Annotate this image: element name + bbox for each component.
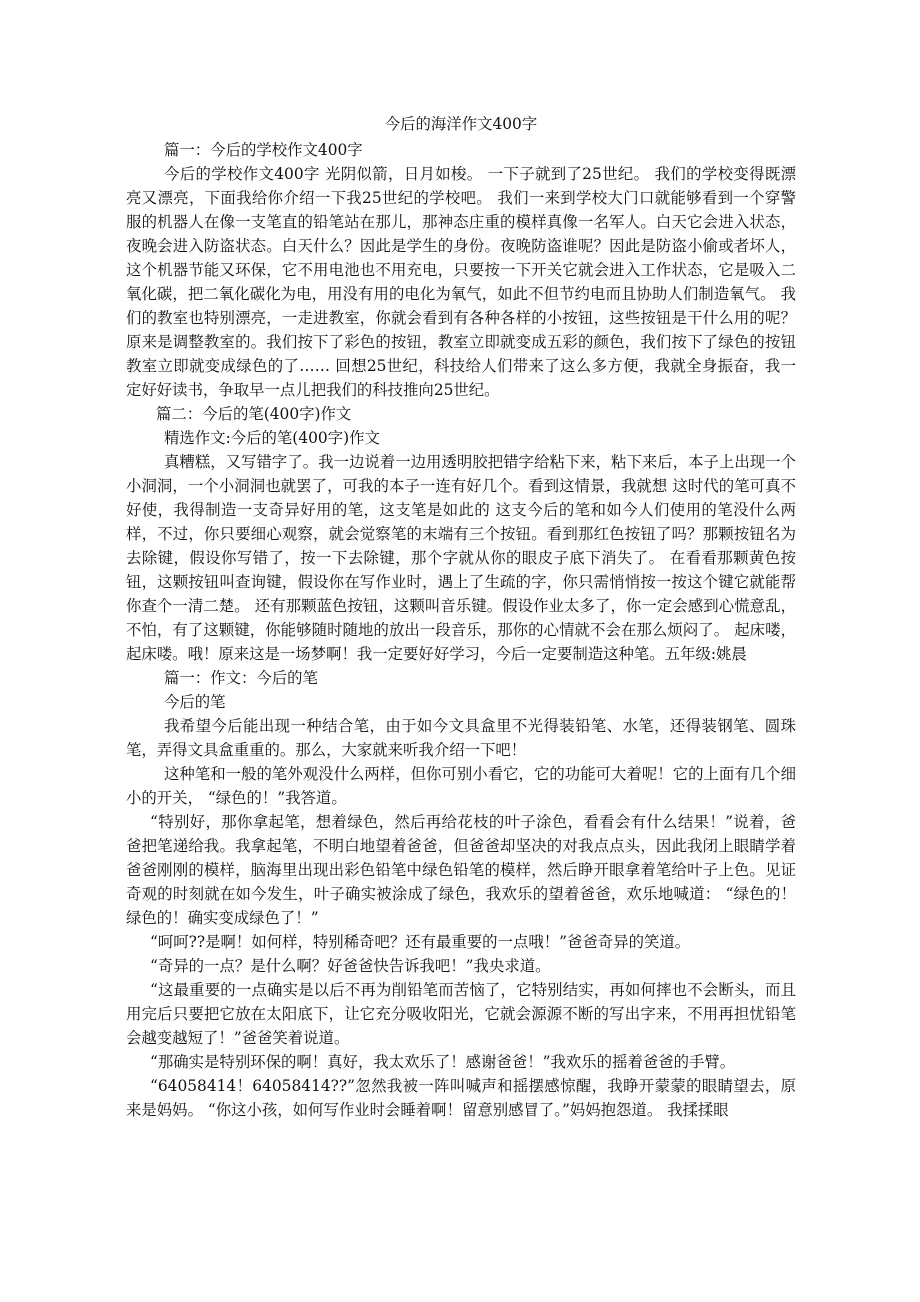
- section-subheading: 精选作文:今后的笔(400字)作文: [164, 429, 380, 447]
- paragraph: “这最重要的一点确实是以后不再为削铅笔而苦恼了，它特别结实，再如何摔也不会断头，而且用完后只要把它放在太阳底下，让它充分吸收阳光，它就会源源不断的写出字来，不用再担忧铅笔会越变越短了！”爸爸笑着说道。: [126, 981, 796, 1047]
- section-heading: 篇一：作文：今后的笔: [164, 669, 318, 687]
- document-title: 今后的海洋作文400字: [384, 115, 538, 133]
- document-page: [126, 112, 796, 1122]
- section-heading: 篇一：今后的学校作文400字: [164, 141, 363, 159]
- section-heading: 篇二：今后的笔(400字)作文: [156, 405, 352, 423]
- paragraph: 这种笔和一般的笔外观没什么两样，但你可别小看它，它的功能可大着呢！它的上面有几个细小的开关， “绿色的！”我答道。: [126, 765, 796, 807]
- paragraph: 我希望今后能出现一种结合笔，由于如今文具盒里不光得装铅笔、水笔，还得装钢笔、圆珠笔，弄得文具盒重重的。那么，大家就来听我介绍一下吧！: [126, 717, 796, 759]
- paragraph: “特别好，那你拿起笔，想着绿色，然后再给花枝的叶子涂色，看看会有什么结果！”说着，爸爸把笔递给我。我拿起笔，不明白地望着爸爸，但爸爸却坚决的对我点点头，因此我闭上眼睛学着爸爸刚刚的模样，脑海里出现出彩色铅笔中绿色铅笔的模样，然后睁开眼拿着笔给叶子上色。见证奇观的时刻就在如今发生，叶子确实被涂成了绿色，我欢乐的望着爸爸，欢乐地喊道： “绿色的！绿色的！确实变成绿色了！”: [126, 813, 796, 927]
- paragraph: “64058414！64058414??”忽然我被一阵叫喊声和摇摆感惊醒，我睁开蒙蒙的眼睛望去，原来是妈妈。 “你这小孩，如何写作业时会睡着啊！留意别感冒了。”妈妈抱怨道。 我揉揉眼: [126, 1077, 796, 1119]
- paragraph: “呵呵??是啊！如何样，特别稀奇吧？还有最重要的一点哦！”爸爸奇异的笑道。: [150, 933, 691, 951]
- paragraph: 今后的学校作文400字 光阴似箭，日月如梭。 一下子就到了25世纪。 我们的学校变得既漂亮又漂亮，下面我给你介绍一下我25世纪的学校吧。 我们一来到学校大门口就能够看到一个穿警服的机器人在像一支笔直的铅笔站在那儿，那神态庄重的模样真像一名军人。白天它会进入状态，夜晚会进入防盗状态。白天什么？因此是学生的身份。夜晚防盗谁呢？因此是防盗小偷或者坏人，这个机器节能又环保，它不用电池也不用充电，只要按一下开关它就会进入工作状态，它是吸入二氧化碳，把二氧化碳化为电，用没有用的电化为氧气，如此不但节约电而且协助人们制造氧气。 我们的教室也特别漂亮，一走进教室，你就会看到有各种各样的小按钮，这些按钮是干什么用的呢？原来是调整教室的。我们按下了彩色的按钮，教室立即就变成五彩的颜色，我们按下了绿色的按钮教室立即就变成绿色的了…… 回想25世纪，科技给人们带来了这么多方便，我就全身振奋，我一定好好读书，争取早一点儿把我们的科技推向25世纪。: [126, 165, 796, 399]
- section-subheading: 今后的笔: [164, 693, 226, 711]
- paragraph: “那确实是特别环保的啊！真好，我太欢乐了！感谢爸爸！”我欢乐的摇着爸爸的手臂。: [150, 1053, 736, 1071]
- paragraph: “奇异的一点？是什么啊？好爸爸快告诉我吧！”我央求道。: [150, 957, 551, 975]
- paragraph: 真糟糕，又写错字了。我一边说着一边用透明胶把错字给粘下来，粘下来后，本子上出现一个小洞洞，一个小洞洞也就罢了，可我的本子一连有好几个。看到这情景，我就想 这时代的笔可真不好使，我得制造一支奇异好用的笔，这支笔是如此的 这支今后的笔和如今人们使用的笔没什么两样，不过，你只要细心观察，就会觉察笔的末端有三个按钮。看到那红色按钮了吗？那颗按钮名为去除键，假设你写错了，按一下去除键，那个字就从你的眼皮子底下消失了。 在看看那颗黄色按钮，这颗按钮叫查询键，假设你在写作业时，遇上了生疏的字，你只需悄悄按一按这个键它就能帮你查个一清二楚。 还有那颗蓝色按钮，这颗叫音乐键。假设作业太多了，你一定会感到心慌意乱，不怕，有了这颗键，你能够随时随地的放出一段音乐，那你的心情就不会在那么烦闷了。 起床喽，起床喽。哦！原来这是一场梦啊！我一定要好好学习，今后一定要制造这种笔。五年级:姚晨: [126, 453, 796, 663]
